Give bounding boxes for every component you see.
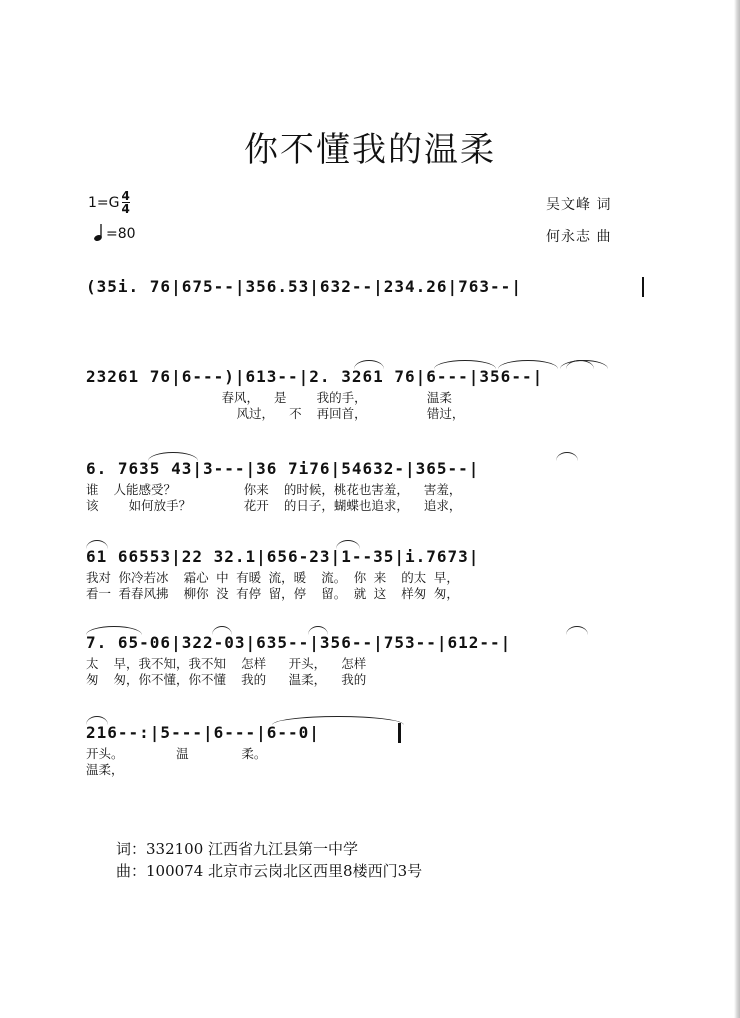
notation-line: 7. 65-06|322-03|635--|356--|753--|612--|: [86, 633, 512, 652]
lyric-verse-2: 风过， 不 再回首， 错过，: [86, 406, 465, 421]
quarter-note-icon: [92, 222, 106, 242]
score-system-2: [86, 364, 646, 426]
notation-line: 6. 7635 43|3---|36 7i76|54632-|365--|: [86, 459, 480, 478]
lyric-verse-2: 该 如何放手？ 花开 的日子，蝴蝶也追求， 追求，: [86, 498, 462, 513]
score-system-4: [86, 544, 646, 606]
lyric-verse-2: 温柔，: [86, 762, 124, 777]
time-signature-bottom: 4: [121, 202, 130, 216]
score-system-5: [86, 630, 646, 692]
composer-address: 曲：100074 北京市云岗北区西里8楼西门3号: [116, 862, 423, 880]
composer-credit: 何永志 曲: [546, 229, 612, 245]
barline: [642, 277, 644, 297]
score-system-6: [86, 720, 646, 782]
score-system-3: [86, 456, 646, 518]
final-barline: [398, 723, 401, 743]
lyric-verse-1: 谁 人能感受？ 你来 的时候，桃花也害羞， 害羞，: [86, 482, 462, 497]
lyric-verse-1: 太 早，我不知，我不知 怎样 开头， 怎样: [86, 656, 367, 671]
lyric-verse-2: 看一 看春风拂 柳你 没 有停 留，停 留。 就 这 样匆 匆，: [86, 586, 459, 601]
lyricist-credit: 吴文峰 词: [546, 197, 612, 213]
notation-line: (35i. 76|675--|356.53|632--|234.26|763--|: [86, 277, 522, 296]
lyricist-address: 词：332100 江西省九江县第一中学: [116, 840, 359, 858]
key-signature: [88, 190, 130, 215]
tempo-marking: [92, 222, 136, 242]
tempo-value: =80: [106, 226, 136, 242]
score-system-1: [86, 274, 646, 304]
lyric-verse-1: 春风， 是 我的手， 温柔: [86, 390, 452, 405]
song-title: 你不懂我的温柔: [244, 130, 496, 170]
key-label: 1=G: [88, 194, 120, 211]
notation-line: 216--:|5---|6---|6--0|: [86, 723, 320, 742]
lyric-verse-1: 我对 你冷若冰 霜心 中 有暖 流，暖 流。 你 来 的太 早，: [86, 570, 459, 585]
notation-line: 61 66553|22 32.1|656-23|1--35|i.7673|: [86, 547, 480, 566]
lyric-verse-2: 匆 匆，你不懂，你不懂 我的 温柔， 我的: [86, 672, 367, 687]
time-signature-top: 4: [121, 189, 130, 203]
lyric-verse-1: 开头。 温 柔。: [86, 746, 267, 761]
time-signature: [122, 190, 130, 215]
notation-line: 23261 76|6---)|613--|2. 3261 76|6---|356--|: [86, 367, 544, 386]
